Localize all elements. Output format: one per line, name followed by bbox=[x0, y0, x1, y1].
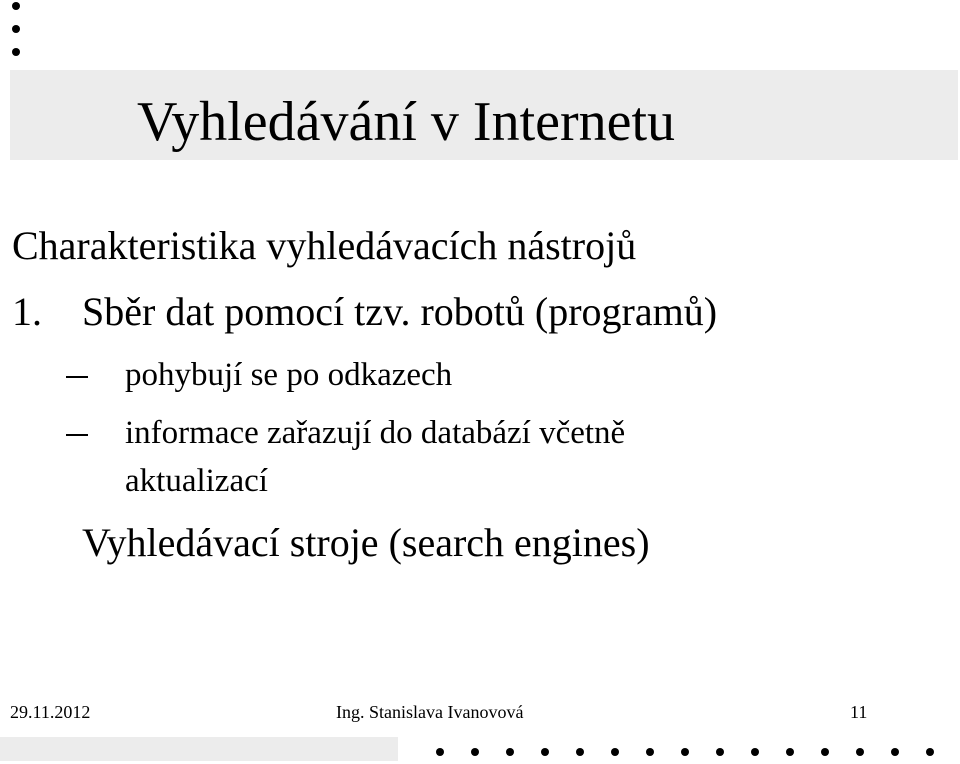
decor-dot-top-1 bbox=[12, 2, 20, 10]
slide-title: Vyhledávání v Internetu bbox=[137, 91, 676, 153]
decor-dot-bottom-9 bbox=[716, 748, 724, 756]
subitem-2-continuation: aktualizací bbox=[125, 463, 268, 499]
decor-dot-bottom-15 bbox=[926, 748, 934, 756]
decor-dot-bottom-6 bbox=[611, 748, 619, 756]
decor-dot-bottom-10 bbox=[751, 748, 759, 756]
decor-dot-bottom-1 bbox=[436, 748, 444, 756]
decor-dot-bottom-11 bbox=[786, 748, 794, 756]
footer-date: 29.11.2012 bbox=[10, 702, 91, 722]
footer-author: Ing. Stanislava Ivanovová bbox=[336, 702, 524, 722]
decor-dot-bottom-5 bbox=[576, 748, 584, 756]
decor-dot-bottom-14 bbox=[891, 748, 899, 756]
decor-dot-bottom-4 bbox=[541, 748, 549, 756]
numbered-item bbox=[12, 288, 717, 336]
decor-dot-bottom-8 bbox=[681, 748, 689, 756]
decor-dot-top-3 bbox=[12, 48, 20, 56]
dash-bullet-1 bbox=[66, 376, 88, 378]
subitem-1: pohybují se po odkazech bbox=[125, 357, 453, 393]
decor-dot-top-2 bbox=[12, 25, 20, 33]
decor-dot-bottom-7 bbox=[646, 748, 654, 756]
decor-dot-bottom-13 bbox=[856, 748, 864, 756]
decor-dot-bottom-12 bbox=[821, 748, 829, 756]
item-number: 1. bbox=[12, 289, 42, 334]
dash-bullet-2 bbox=[66, 434, 88, 436]
decor-dot-bottom-3 bbox=[506, 748, 514, 756]
section-heading: Charakteristika vyhledávacích nástrojů bbox=[12, 223, 637, 268]
footer-band bbox=[0, 737, 398, 761]
item-text: Sběr dat pomocí tzv. robotů (programů) bbox=[82, 289, 718, 334]
subitem-2: informace zařazují do databází včetně bbox=[125, 415, 626, 451]
decor-dot-bottom-2 bbox=[471, 748, 479, 756]
footer-page-number: 11 bbox=[850, 702, 868, 722]
bottom-line: Vyhledávací stroje (search engines) bbox=[82, 520, 650, 565]
